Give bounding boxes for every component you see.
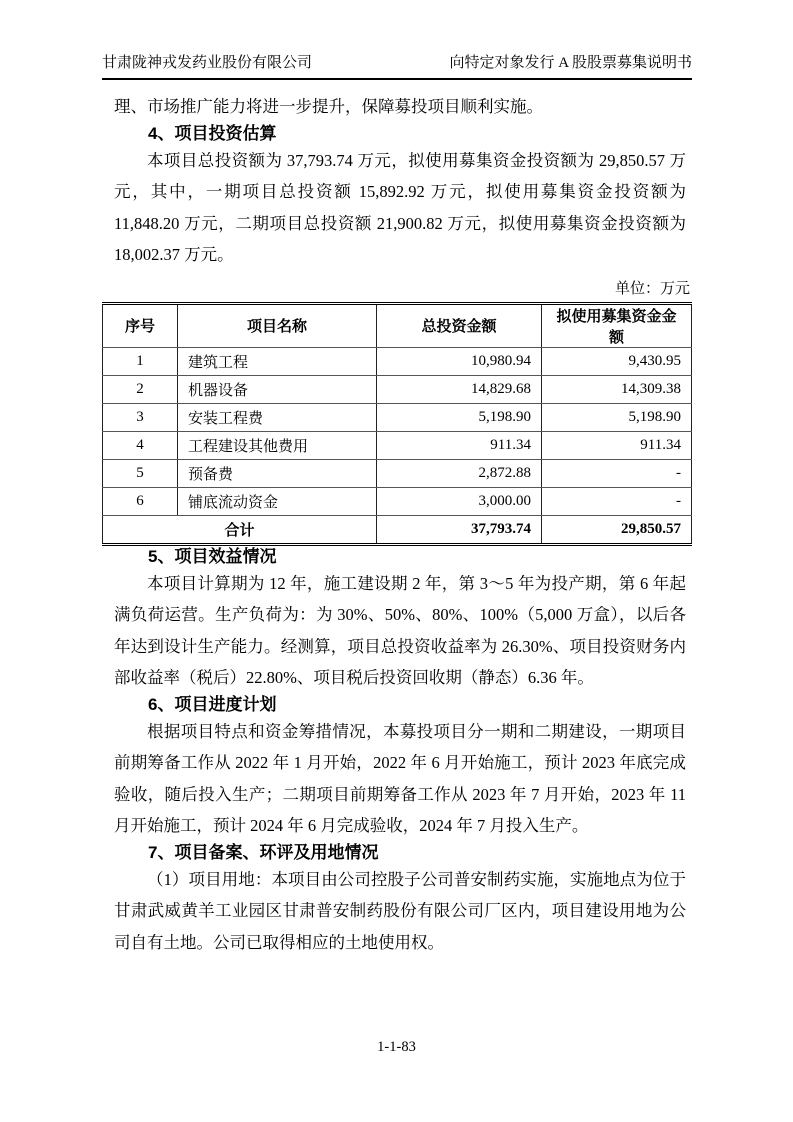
cell-raised: 14,309.38: [542, 375, 692, 403]
section-4-heading: 4、项目投资估算: [148, 123, 277, 143]
cell-total: 911.34: [377, 431, 542, 459]
cell-total: 10,980.94: [377, 347, 542, 375]
cell-raised: 911.34: [542, 431, 692, 459]
investment-table: [102, 302, 692, 546]
cell-name: 机器设备: [178, 375, 377, 403]
table-row: [103, 347, 692, 375]
cell-total: 14,829.68: [377, 375, 542, 403]
section-5-heading: 5、项目效益情况: [148, 546, 277, 566]
footer-page-number: 1-1-83: [377, 1039, 416, 1055]
table-row: [103, 459, 692, 487]
cell-total: 5,198.90: [377, 403, 542, 431]
cell-no: 1: [103, 347, 178, 375]
cell-name: 铺底流动资金: [178, 487, 377, 515]
table-header-no: 序号: [103, 303, 178, 347]
cell-raised-sum: 29,850.57: [542, 515, 692, 544]
cell-no: 5: [103, 459, 178, 487]
table-header-row: [103, 303, 692, 347]
cell-name: 工程建设其他费用: [178, 431, 377, 459]
table-header-raised: 拟使用募集资金金额: [542, 303, 692, 347]
page-header: [102, 51, 692, 80]
header-doc-title: 向特定对象发行 A 股股票募集说明书: [449, 55, 692, 71]
section-4-paragraph: 本项目总投资额为 37,793.74 万元，拟使用募集资金投资额为 29,850.57 万元，其中，一期项目总投资额 15,892.92 万元，拟使用募集资金投资额为 11,848.20 万元，二期项目总投资额 21,900.82 万元，拟使用募集资金投资额为 18,002.37 万元。: [114, 150, 686, 264]
intro-continuation-line: 理、市场推广能力将进一步提升，保障募投项目顺利实施。: [114, 97, 543, 116]
section-5-paragraph: 本项目计算期为 12 年，施工建设期 2 年，第 3～5 年为投产期，第 6 年起满负荷运营。生产负荷为：为 30%、50%、80%、100%（5,000 万盒），以后各年达到设计生产能力。经测算，项目总投资收益率为 26.30%、项目投资财务内部收益率（税后）22.80%、项目税后投资回收期（静态）6.36 年。: [114, 573, 686, 687]
section-7-heading: 7、项目备案、环评及用地情况: [148, 842, 379, 862]
header-company-name: 甘肃陇神戎发药业股份有限公司: [102, 55, 313, 71]
cell-name: 预备费: [178, 459, 377, 487]
cell-no: 3: [103, 403, 178, 431]
cell-total: 2,872.88: [377, 459, 542, 487]
table-row: [103, 375, 692, 403]
cell-raised: 9,430.95: [542, 347, 692, 375]
table-row: [103, 431, 692, 459]
section-7-paragraph: （1）项目用地：本项目由公司控股子公司普安制药实施，实施地点为位于甘肃武威黄羊工业园区甘肃普安制药股份有限公司厂区内，项目建设用地为公司自有土地。公司已取得相应的土地使用权。: [114, 869, 686, 952]
table-header-name: 项目名称: [178, 303, 377, 347]
cell-raised: -: [542, 487, 692, 515]
cell-name: 安装工程费: [178, 403, 377, 431]
section-6-paragraph: 根据项目特点和资金筹措情况，本募投项目分一期和二期建设，一期项目前期筹备工作从 2022 年 1 月开始，2022 年 6 月开始施工，预计 2023 年底完成验收，随后投入生产；二期项目前期筹备工作从 2023 年 7 月开始，2023 年 11 月开始施工，预计 2024 年 6 月完成验收，2024 年 7 月投入生产。: [114, 721, 686, 835]
cell-raised: -: [542, 459, 692, 487]
table-header-total: 总投资金额: [377, 303, 542, 347]
cell-name: 建筑工程: [178, 347, 377, 375]
cell-total-sum: 37,793.74: [377, 515, 542, 544]
table-row: [103, 403, 692, 431]
page-content: [102, 91, 692, 958]
table-unit-label: 单位：万元: [614, 280, 690, 297]
cell-raised: 5,198.90: [542, 403, 692, 431]
cell-total-label: 合计: [103, 515, 377, 544]
table-row: [103, 487, 692, 515]
cell-no: 6: [103, 487, 178, 515]
cell-total: 3,000.00: [377, 487, 542, 515]
table-total-row: [103, 515, 692, 544]
section-6-heading: 6、项目进度计划: [148, 694, 277, 714]
cell-no: 4: [103, 431, 178, 459]
cell-no: 2: [103, 375, 178, 403]
